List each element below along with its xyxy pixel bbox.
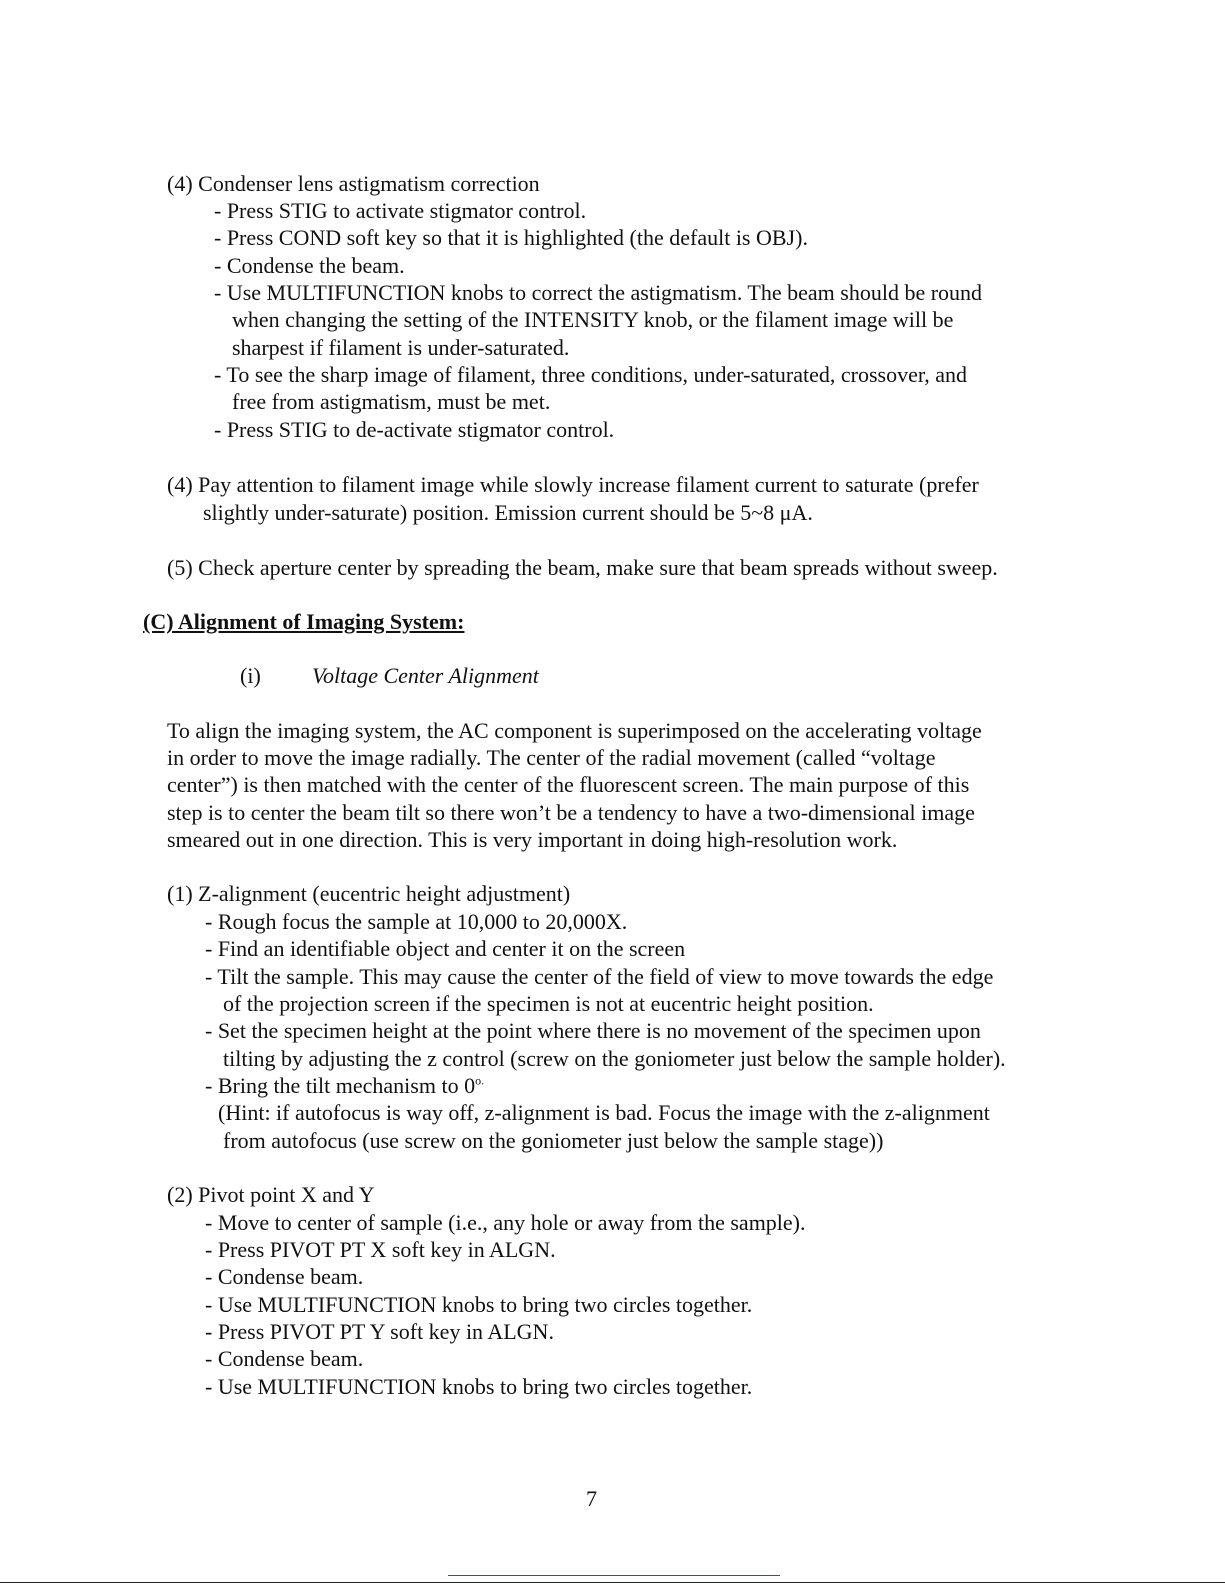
z-alignment-step: of the projection screen if the specimen is not at eucentric height position. <box>223 991 874 1016</box>
z-alignment-step: - Set the specimen height at the point where there is no movement of the specimen upon <box>205 1018 981 1043</box>
z-alignment-step: - Tilt the sample. This may cause the center of the field of view to move towards the edge <box>205 964 994 989</box>
cond-astig-step: - Press STIG to activate stigmator control. <box>214 198 587 223</box>
intro-paragraph-line: smeared out in one direction. This is very important in doing high-resolution work. <box>167 827 898 852</box>
intro-paragraph-line: step is to center the beam tilt so there won’t be a tendency to have a two-dimensional image <box>167 800 975 825</box>
z-alignment-step: tilting by adjusting the z control (screw on the goniometer just below the sample holder). <box>223 1046 1006 1071</box>
pivot-point-title: (2) Pivot point X and Y <box>167 1182 375 1207</box>
pivot-point-step: - Condense beam. <box>205 1264 364 1289</box>
intro-paragraph-line: center”) is then matched with the center of the fluorescent screen. The main purpose of this <box>167 772 970 797</box>
pivot-point-step: - Condense beam. <box>205 1346 364 1371</box>
cond-astig-step: - Use MULTIFUNCTION knobs to correct the astigmatism. The beam should be round <box>214 280 983 305</box>
cond-astig-step: sharpest if filament is under-saturated. <box>232 335 570 360</box>
pivot-point-step: - Press PIVOT PT Y soft key in ALGN. <box>205 1319 554 1344</box>
pivot-point-step: - Move to center of sample (i.e., any hole or away from the sample). <box>205 1210 806 1235</box>
z-alignment-step: - Rough focus the sample at 10,000 to 20,000X. <box>205 909 628 934</box>
intro-paragraph-line: To align the imaging system, the AC component is superimposed on the accelerating voltage <box>167 718 982 743</box>
footer-rule <box>448 1575 780 1576</box>
cond-astig-step: when changing the setting of the INTENSITY knob, or the filament image will be <box>232 307 954 332</box>
pivot-point-step: - Use MULTIFUNCTION knobs to bring two circles together. <box>205 1374 753 1399</box>
item-4-line: slightly under-saturate) position. Emission current should be 5~8 μA. <box>203 500 813 525</box>
subsection-number: (i) <box>240 663 261 688</box>
z-alignment-hint: (Hint: if autofocus is way off, z-alignment is bad. Focus the image with the z-alignment <box>218 1100 990 1125</box>
cond-astig-step: - Press COND soft key so that it is highlighted (the default is OBJ). <box>214 225 808 250</box>
intro-paragraph-line: in order to move the image radially. The center of the radial movement (called “voltage <box>167 745 936 770</box>
pivot-point-step: - Press PIVOT PT X soft key in ALGN. <box>205 1237 556 1262</box>
section-c-heading: (C) Alignment of Imaging System: <box>143 609 465 634</box>
bottom-border <box>0 1582 1225 1583</box>
z-alignment-step <box>205 1072 484 1099</box>
pivot-point-step: - Use MULTIFUNCTION knobs to bring two circles together. <box>205 1292 753 1317</box>
cond-astig-title: (4) Condenser lens astigmatism correction <box>167 171 540 196</box>
tilt-step-text: - Bring the tilt mechanism to 0 <box>205 1073 476 1098</box>
item-4-line: (4) Pay attention to filament image while slowly increase filament current to saturate (prefer <box>167 472 979 497</box>
z-alignment-hint: from autofocus (use screw on the goniometer just below the sample stage)) <box>223 1128 884 1153</box>
z-alignment-title: (1) Z-alignment (eucentric height adjustment) <box>167 881 571 906</box>
cond-astig-step: free from astigmatism, must be met. <box>232 389 551 414</box>
z-alignment-step: - Find an identifiable object and center it on the screen <box>205 936 686 961</box>
cond-astig-step: - Condense the beam. <box>214 253 405 278</box>
subsection-title: Voltage Center Alignment <box>312 663 539 688</box>
page-number: 7 <box>586 1486 597 1511</box>
cond-astig-step: - Press STIG to de-activate stigmator control. <box>214 417 615 442</box>
item-5-line: (5) Check aperture center by spreading the beam, make sure that beam spreads without sweep. <box>167 555 998 580</box>
degree-superscript: o. <box>475 1073 485 1088</box>
cond-astig-step: - To see the sharp image of filament, three conditions, under-saturated, crossover, and <box>214 362 968 387</box>
